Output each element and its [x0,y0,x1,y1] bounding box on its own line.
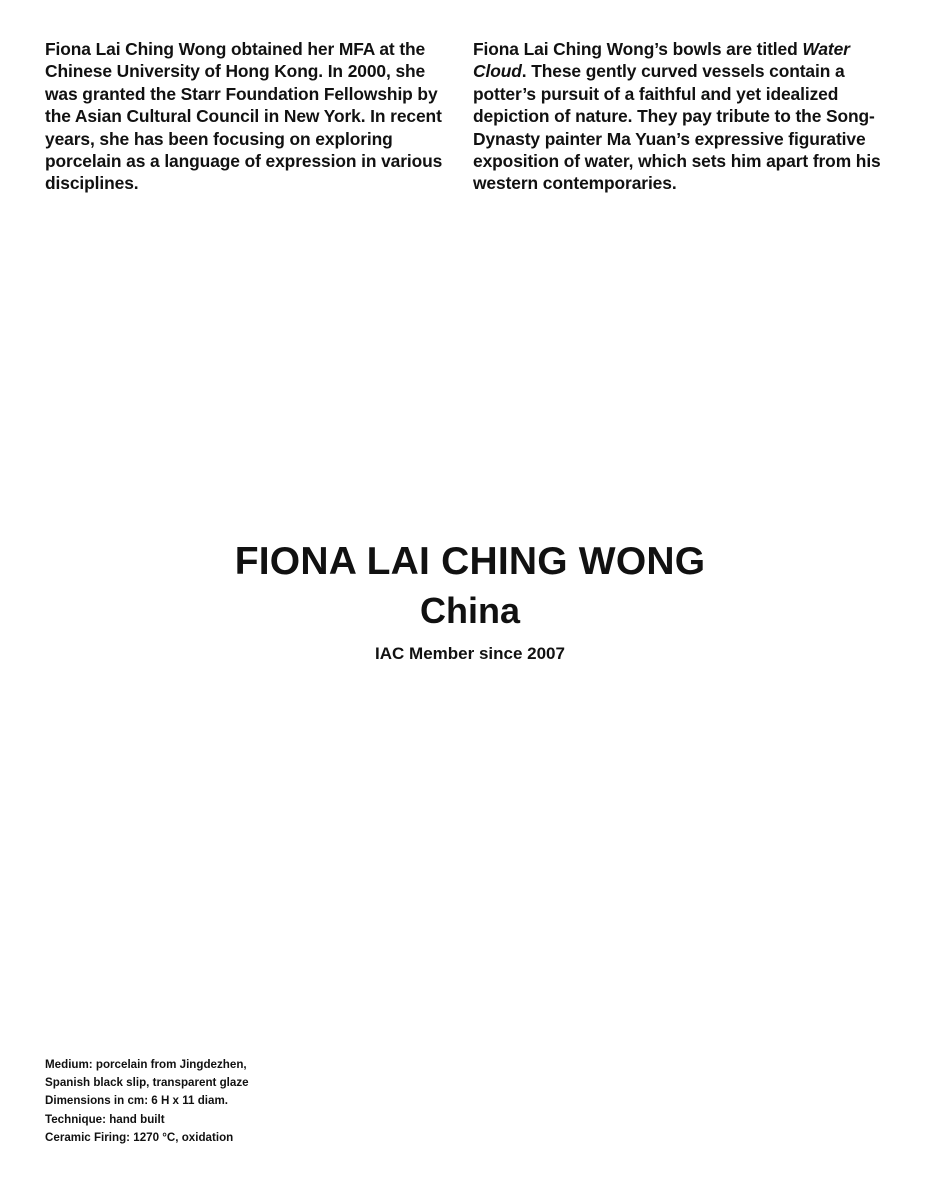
artist-name: FIONA LAI CHING WONG [234,540,706,583]
description-text [473,38,893,195]
work-title: Water Cloud [473,39,850,82]
membership-note: IAC Member since 2007 [375,644,565,663]
spec-line: Spanish black slip, transparent glaze [45,1076,249,1090]
technical-specs [45,1056,249,1147]
spec-line: Medium: porcelain from Jingdezhen, [45,1058,247,1071]
spec-line: Ceramic Firing: 1270 °C, oxidation [45,1130,234,1144]
biography-text: Fiona Lai Ching Wong obtained her MFA at the Chinese University of Hong Kong. In 2000, she was granted the Starr Foundation Fellowship by the Asian Cultural Council in New York. In recent years, she has been focusing on exploring porcelain as a language of expression in various disciplines. [45,39,443,194]
artist-country: China [419,590,520,631]
artist-biography [45,38,455,195]
spec-line: Technique: hand built [45,1112,165,1126]
work-description [473,38,893,195]
description-body: . These gently curved vessels contain a potter’s pursuit of a faithful and yet idealized depiction of nature. They pay tribute to the Song-Dynasty painter Ma Yuan’s expressive figurative exposition of water, which sets him apart from his western contemporaries. [473,61,881,194]
description-intro: Fiona Lai Ching Wong’s bowls are titled [473,39,803,59]
spec-line: Dimensions in cm: 6 H x 11 diam. [45,1094,228,1108]
